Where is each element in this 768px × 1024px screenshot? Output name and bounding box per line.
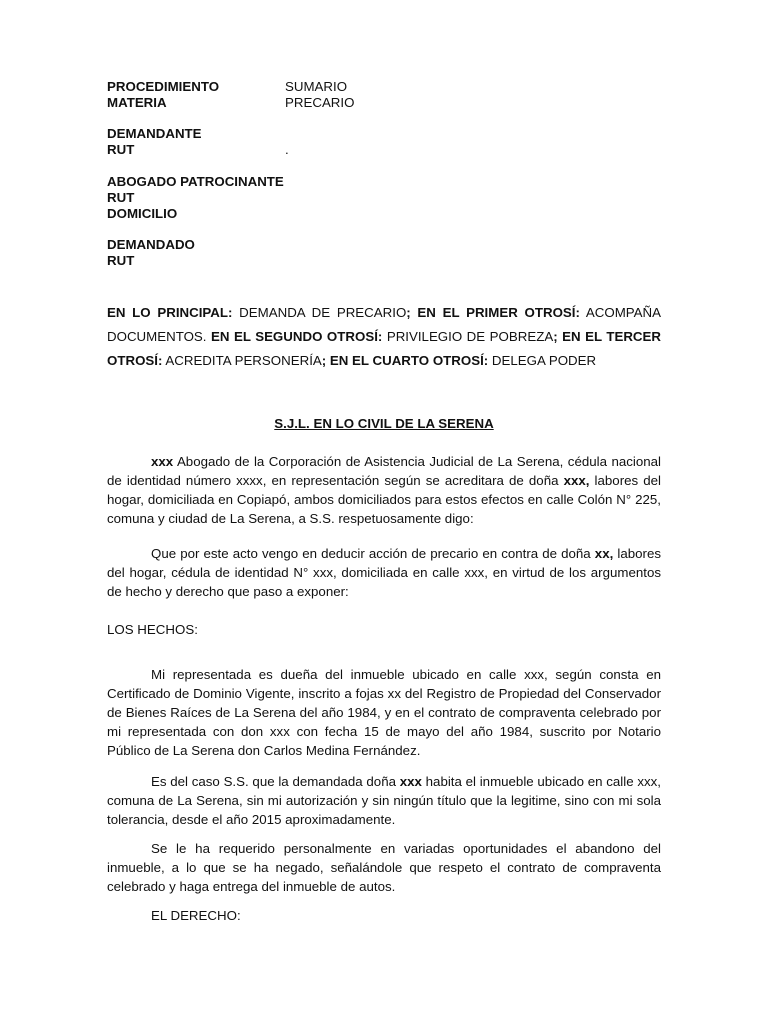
field-label: DEMANDANTE xyxy=(107,126,202,141)
field-label: PROCEDIMIENTO xyxy=(107,79,220,94)
summary-text: ACOMPAÑA DOCUMENTOS. xyxy=(107,305,662,344)
field-value: SUMARIO xyxy=(285,79,348,94)
field-value: . xyxy=(285,142,289,157)
defendant-name: xx, xyxy=(594,546,614,561)
intro-text: Abogado de la Corporación de Asistencia Judicial de La Serena, cédula nacional de identidad número xxxx, en representación según se acreditara de doña xyxy=(107,454,661,488)
summary-text: PRIVILEGIO DE POBREZA xyxy=(382,329,554,344)
facts-text: Es del caso S.S. que la demandada doña xyxy=(151,774,400,789)
field-label: MATERIA xyxy=(107,95,167,110)
lawyer-name: xxx xyxy=(151,454,174,469)
client-name: xxx, xyxy=(563,473,590,488)
law-heading: EL DERECHO: xyxy=(151,908,241,923)
claim-text: labores del hogar, cédula de identidad N° xxx, domiciliada en calle xxx, en virtud de los argumentos de hecho y derecho que paso a exponer: xyxy=(107,546,661,599)
field-label: RUT xyxy=(107,190,135,205)
summary-label: ; EN EL TERCER OTROSÍ: xyxy=(107,329,661,368)
summary-text: ACREDITA PERSONERÍA xyxy=(162,353,322,368)
field-label: DEMANDADO xyxy=(107,237,195,252)
intro-text: labores del hogar, domiciliada en Copiapó, ambos domiciliados para estos efectos en calle Colón N° 225, comuna y ciudad de La Serena, a S.S. respetuosamente digo: xyxy=(107,473,661,526)
petition-summary xyxy=(107,301,661,373)
defendant-name: xxx xyxy=(399,774,422,789)
intro-paragraph xyxy=(107,452,661,528)
field-value: PRECARIO xyxy=(285,95,355,110)
summary-label: ; EN EL PRIMER OTROSÍ: xyxy=(406,305,580,320)
summary-label: EN EL SEGUNDO OTROSÍ: xyxy=(206,329,383,344)
facts-paragraph-3: Se le ha requerido personalmente en variadas oportunidades el abandono del inmueble, a lo que se ha negado, señalándole que respeto el contrato de compraventa celebrado y haga entrega del inmueble de autos. xyxy=(107,841,661,894)
claim-text: Que por este acto vengo en deducir acción de precario en contra de doña xyxy=(151,546,595,561)
court-title: S.J.L. EN LO CIVIL DE LA SERENA xyxy=(274,416,494,431)
summary-text: DELEGA PODER xyxy=(488,353,597,368)
facts-heading: LOS HECHOS: xyxy=(107,622,198,637)
field-label: DOMICILIO xyxy=(107,206,178,221)
field-label: ABOGADO PATROCINANTE xyxy=(107,174,284,189)
facts-paragraph-2 xyxy=(107,772,661,829)
field-label: RUT xyxy=(107,253,135,268)
summary-label: ; EN EL CUARTO OTROSÍ: xyxy=(321,353,489,368)
facts-paragraph-1: Mi representada es dueña del inmueble ubicado en calle xxx, según consta en Certificado de Dominio Vigente, inscrito a fojas xx del Registro de Propiedad del Conservador de Bienes Raíces de La Serena del año 1984, y en el contrato de compraventa celebrado por mi representada con don xxx con fecha 15 de mayo del año 1984, suscrito por Notario Público de La Serena don Carlos Medina Fernández. xyxy=(107,667,661,758)
summary-label: EN LO PRINCIPAL: xyxy=(107,305,233,320)
summary-text: DEMANDA DE PRECARIO xyxy=(232,305,407,320)
facts-text: habita el inmueble ubicado en calle xxx, comuna de La Serena, sin mi autorización y sin ningún título que la legitime, sino con mi sola tolerancia, desde el año 2015 aproximadamente. xyxy=(107,774,661,827)
claim-paragraph xyxy=(107,544,661,601)
field-label: RUT xyxy=(107,142,135,157)
